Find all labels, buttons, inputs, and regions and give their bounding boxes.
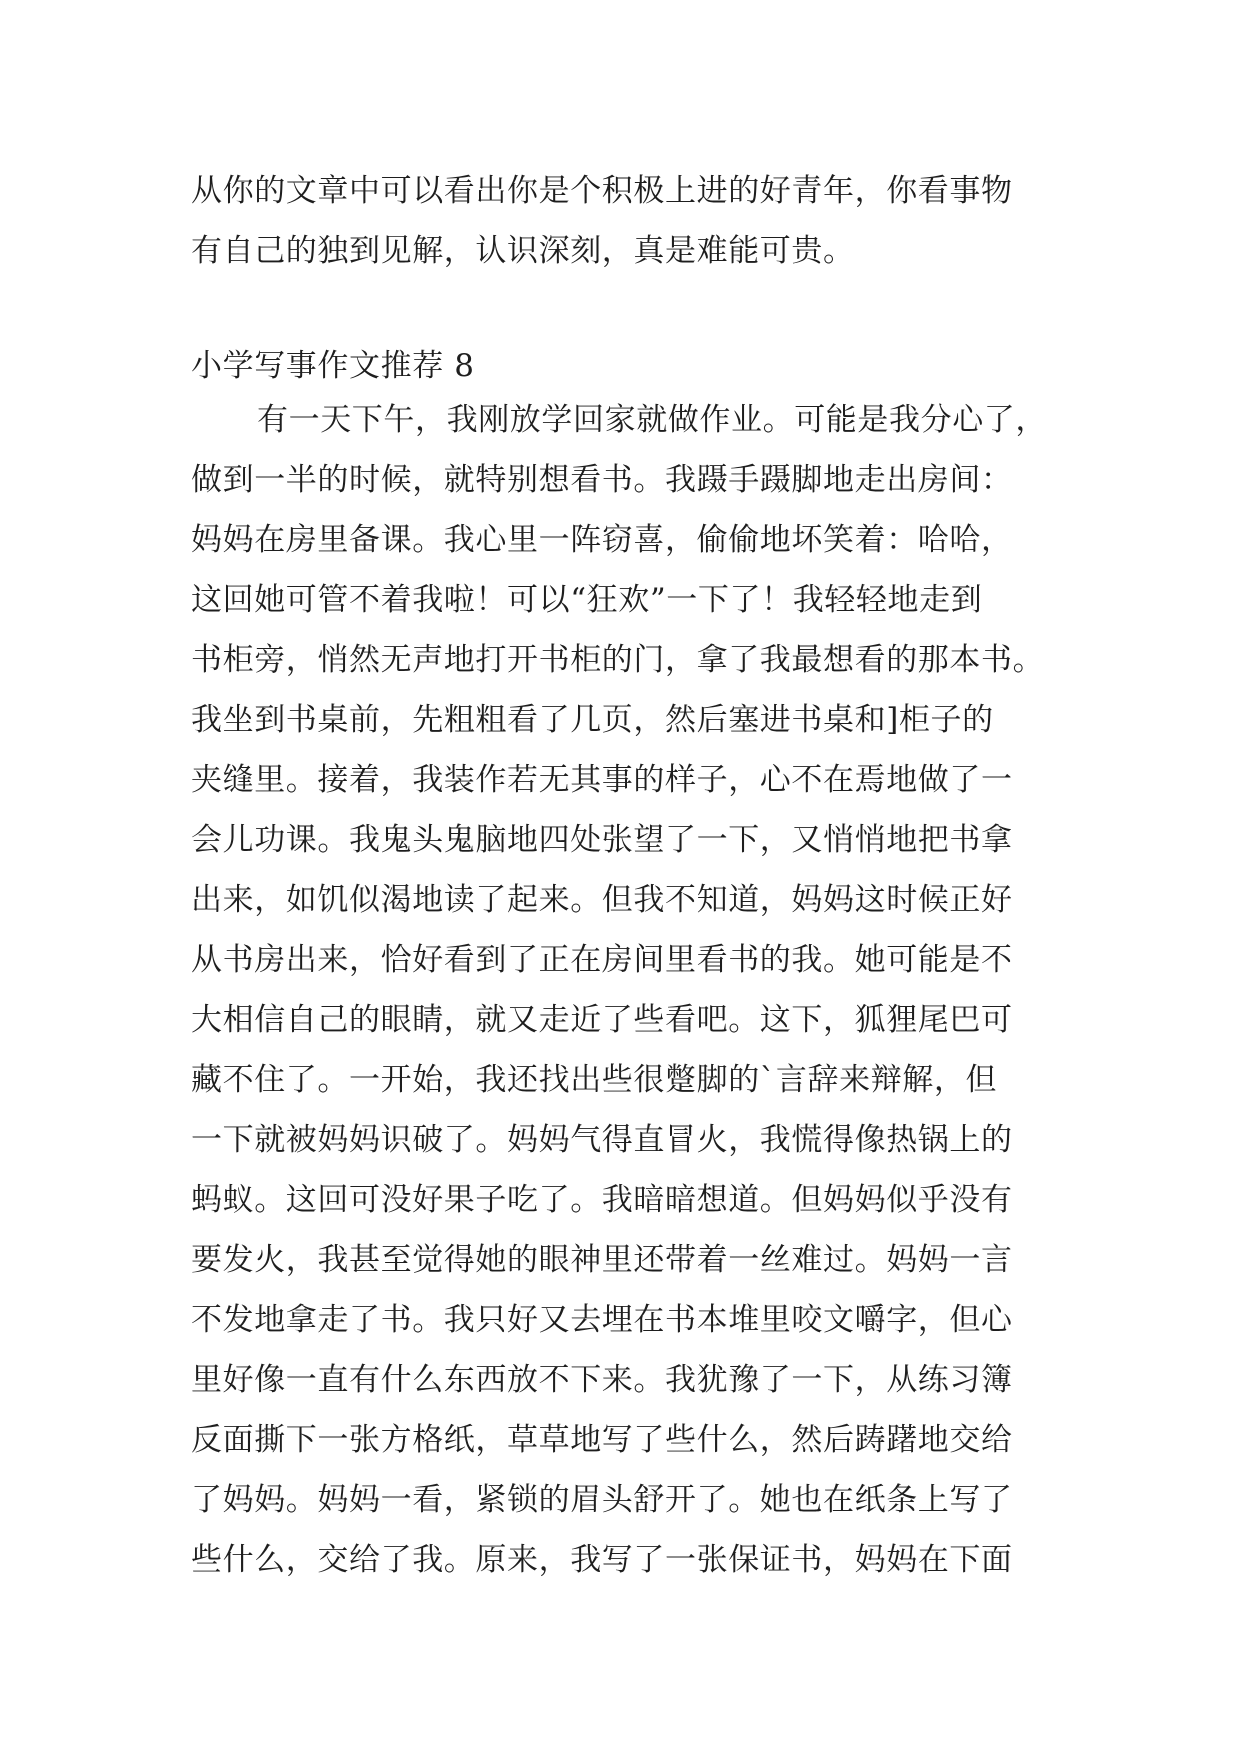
paragraph-line: 从书房出来，恰好看到了正在房间里看书的我。她可能是不 [191, 942, 1013, 978]
paragraph-line: 些什么，交给了我。原来，我写了一张保证书，妈妈在下面 [191, 1542, 1013, 1578]
paragraph-line: 蚂蚁。这回可没好果子吃了。我暗暗想道。但妈妈似乎没有 [191, 1182, 1013, 1218]
paragraph-line: 妈妈在房里备课。我心里一阵窃喜，偷偷地坏笑着：哈哈， [191, 522, 1013, 558]
paragraph-line: 夹缝里。接着，我装作若无其事的样子，心不在焉地做了一 [191, 762, 1013, 798]
paragraph-line: 做到一半的时候，就特别想看书。我蹑手蹑脚地走出房间： [191, 462, 1013, 498]
paragraph-line: 反面撕下一张方格纸，草草地写了些什么，然后踌躇地交给 [191, 1422, 1013, 1458]
paragraph-line: 会儿功课。我鬼头鬼脑地四处张望了一下，又悄悄地把书拿 [191, 822, 1013, 858]
paragraph-line: 藏不住了。一开始，我还找出些很蹩脚的`言辞来辩解，但 [191, 1062, 998, 1098]
paragraph-line: 出来，如饥似渴地读了起来。但我不知道，妈妈这时候正好 [191, 882, 1013, 918]
paragraph-line: 有一天下午，我刚放学回家就做作业。可能是我分心了， [257, 402, 1047, 438]
paragraph-line: 这回她可管不着我啦！可以“狂欢”一下了！我轻轻地走到 [191, 582, 983, 618]
paragraph-line: 一下就被妈妈识破了。妈妈气得直冒火，我慌得像热锅上的 [191, 1122, 1013, 1158]
paragraph-line: 书柜旁，悄然无声地打开书柜的门，拿了我最想看的那本书。 [191, 642, 1045, 678]
essay-body [191, 390, 1051, 1590]
paragraph-line: 不发地拿走了书。我只好又去埋在书本堆里咬文嚼字，但心 [191, 1302, 1013, 1338]
comment-line: 有自己的独到见解，认识深刻，真是难能可贵。 [191, 233, 855, 269]
paragraph-line: 里好像一直有什么东西放不下来。我犹豫了一下，从练习簿 [191, 1362, 1013, 1398]
paragraph-line: 要发火，我甚至觉得她的眼神里还带着一丝难过。妈妈一言 [191, 1242, 1013, 1278]
paragraph-line: 大相信自己的眼睛，就又走近了些看吧。这下，狐狸尾巴可 [191, 1002, 1013, 1038]
comment-line: 从你的文章中可以看出你是个积极上进的好青年，你看事物 [191, 173, 1013, 209]
essay-heading: 小学写事作文推荐 8 [191, 348, 475, 384]
teacher-comment [191, 161, 1051, 281]
paragraph-line: 了妈妈。妈妈一看，紧锁的眉头舒开了。她也在纸条上写了 [191, 1482, 1013, 1518]
paragraph-line: 我坐到书桌前，先粗粗看了几页，然后塞进书桌和]柜子的 [191, 702, 994, 738]
